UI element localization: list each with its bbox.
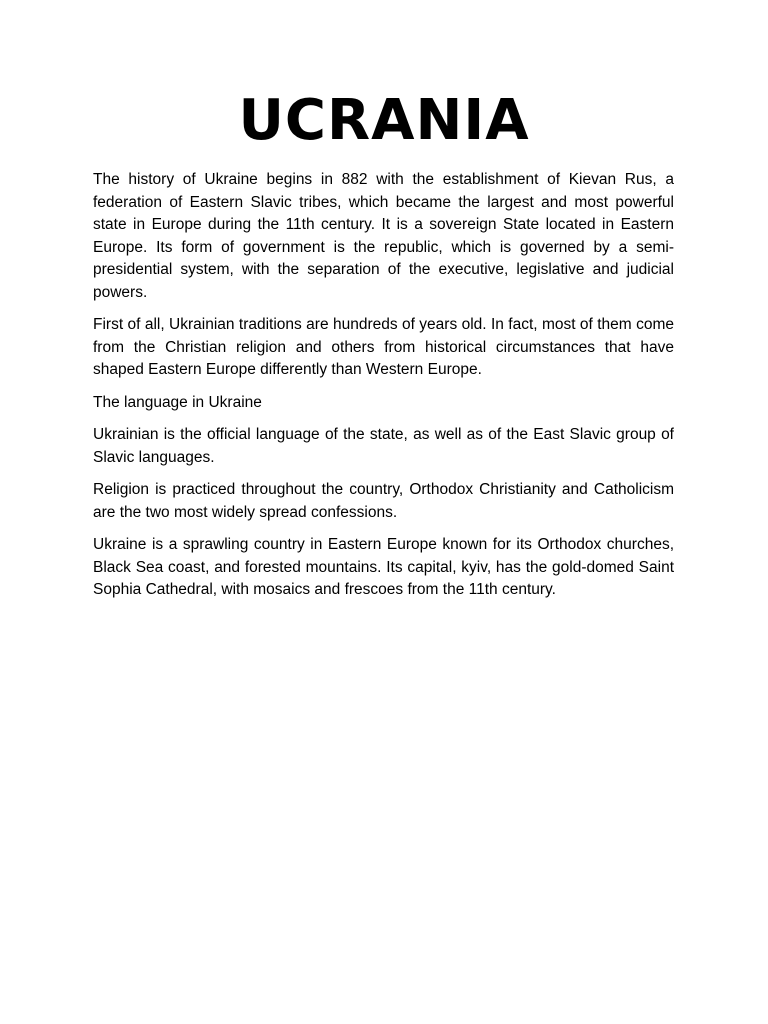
document-body — [93, 169, 674, 612]
paragraph-traditions: First of all, Ukrainian traditions are hundreds of years old. In fact, most of them come from the Christian religion and others from historical circumstances that have shaped Eastern Europe differently than Western Europe. — [93, 316, 674, 378]
paragraph-history: The history of Ukraine begins in 882 with the establishment of Kievan Rus, a federation of Eastern Slavic tribes, which became the largest and most powerful state in Europe during the 11th century. It is a sovereign State located in Eastern Europe. Its form of government is the republic, which is governed by a semi-presidential system, with the separation of the executive, legislative and judicial powers. — [93, 171, 674, 301]
document-title: UCRANIA — [238, 88, 530, 153]
paragraph-language-heading: The language in Ukraine — [93, 393, 262, 411]
paragraph-language: Ukrainian is the official language of the state, as well as of the East Slavic group of Slavic languages. — [93, 426, 674, 466]
paragraph-religion: Religion is practiced throughout the country, Orthodox Christianity and Catholicism are the two most widely spread confessions. — [93, 481, 674, 521]
paragraph-geography: Ukraine is a sprawling country in Eastern Europe known for its Orthodox churches, Black Sea coast, and forested mountains. Its capital, kyiv, has the gold-domed Saint Sophia Cathedral, with mosaics and frescoes from the 11th century. — [93, 536, 674, 598]
